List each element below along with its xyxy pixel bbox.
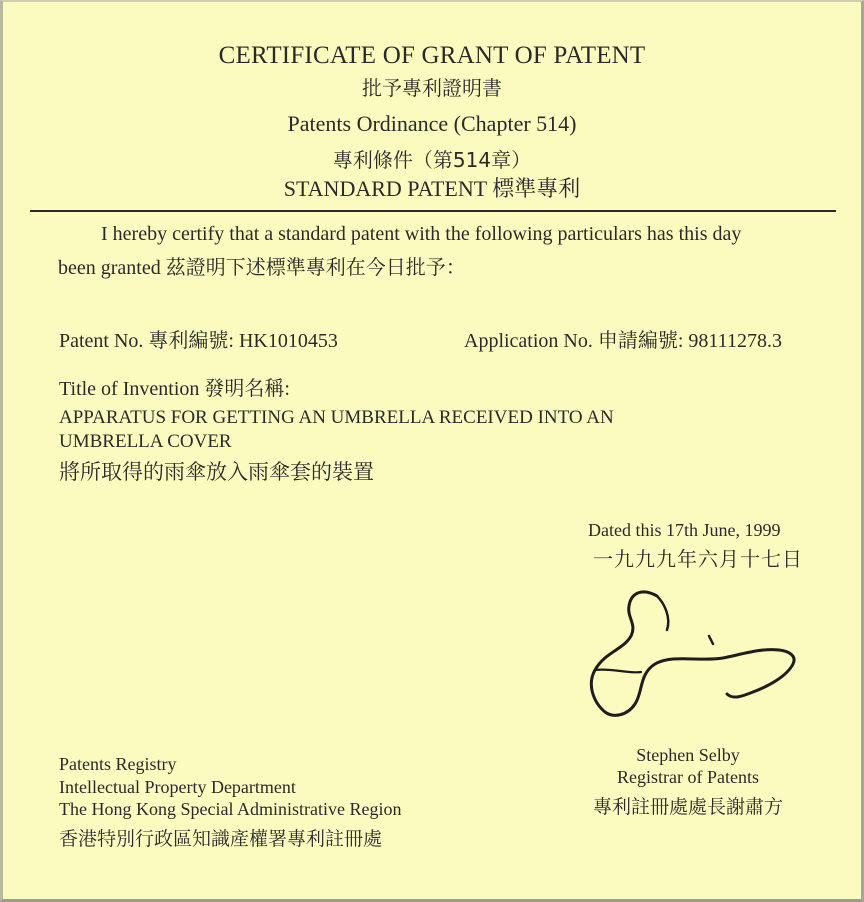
registry-line-1: Patents Registry: [59, 754, 177, 774]
registrar-title: Registrar of Patents: [617, 767, 759, 787]
registrar-signature: [583, 584, 803, 724]
registry-line-zh: 香港特別行政區知識產權署專利註冊處: [59, 828, 383, 850]
ordinance-reference: Patents Ordinance (Chapter 514): [287, 111, 577, 136]
certification-line-2: been granted 茲證明下述標準專利在今日批予：: [58, 257, 466, 279]
registry-line-3: The Hong Kong Special Administrative Region: [59, 799, 402, 819]
registry-line-2: Intellectual Property Department: [59, 777, 296, 797]
certificate-title-zh: 批予專利證明書: [362, 76, 502, 100]
date-chinese: 一九九九年六月十七日: [593, 547, 803, 571]
invention-title-line-1: APPARATUS FOR GETTING AN UMBRELLA RECEIVED INTO AN: [59, 407, 614, 428]
patent-type: STANDARD PATENT 標準專利: [283, 176, 581, 201]
header-divider: [30, 210, 836, 212]
invention-title-label: Title of Invention 發明名稱:: [59, 378, 290, 400]
invention-title-line-2: UMBRELLA COVER: [59, 431, 232, 452]
invention-title-zh: 將所取得的雨傘放入雨傘套的裝置: [59, 460, 374, 484]
certification-line-1: I hereby certify that a standard patent with the following particulars has this day: [101, 223, 742, 245]
registrar-name: Stephen Selby: [636, 745, 740, 765]
registrar-title-zh: 專利註冊處處長謝肅方: [592, 796, 783, 818]
patent-number: Patent No. 專利編號: HK1010453: [59, 330, 338, 352]
application-number: Application No. 申請編號: 98111278.3: [464, 330, 782, 352]
date-english: Dated this 17th June, 1999: [588, 520, 781, 540]
certificate-title: CERTIFICATE OF GRANT OF PATENT: [218, 42, 646, 69]
ordinance-reference-zh: 專利條件（第514章）: [332, 148, 532, 172]
